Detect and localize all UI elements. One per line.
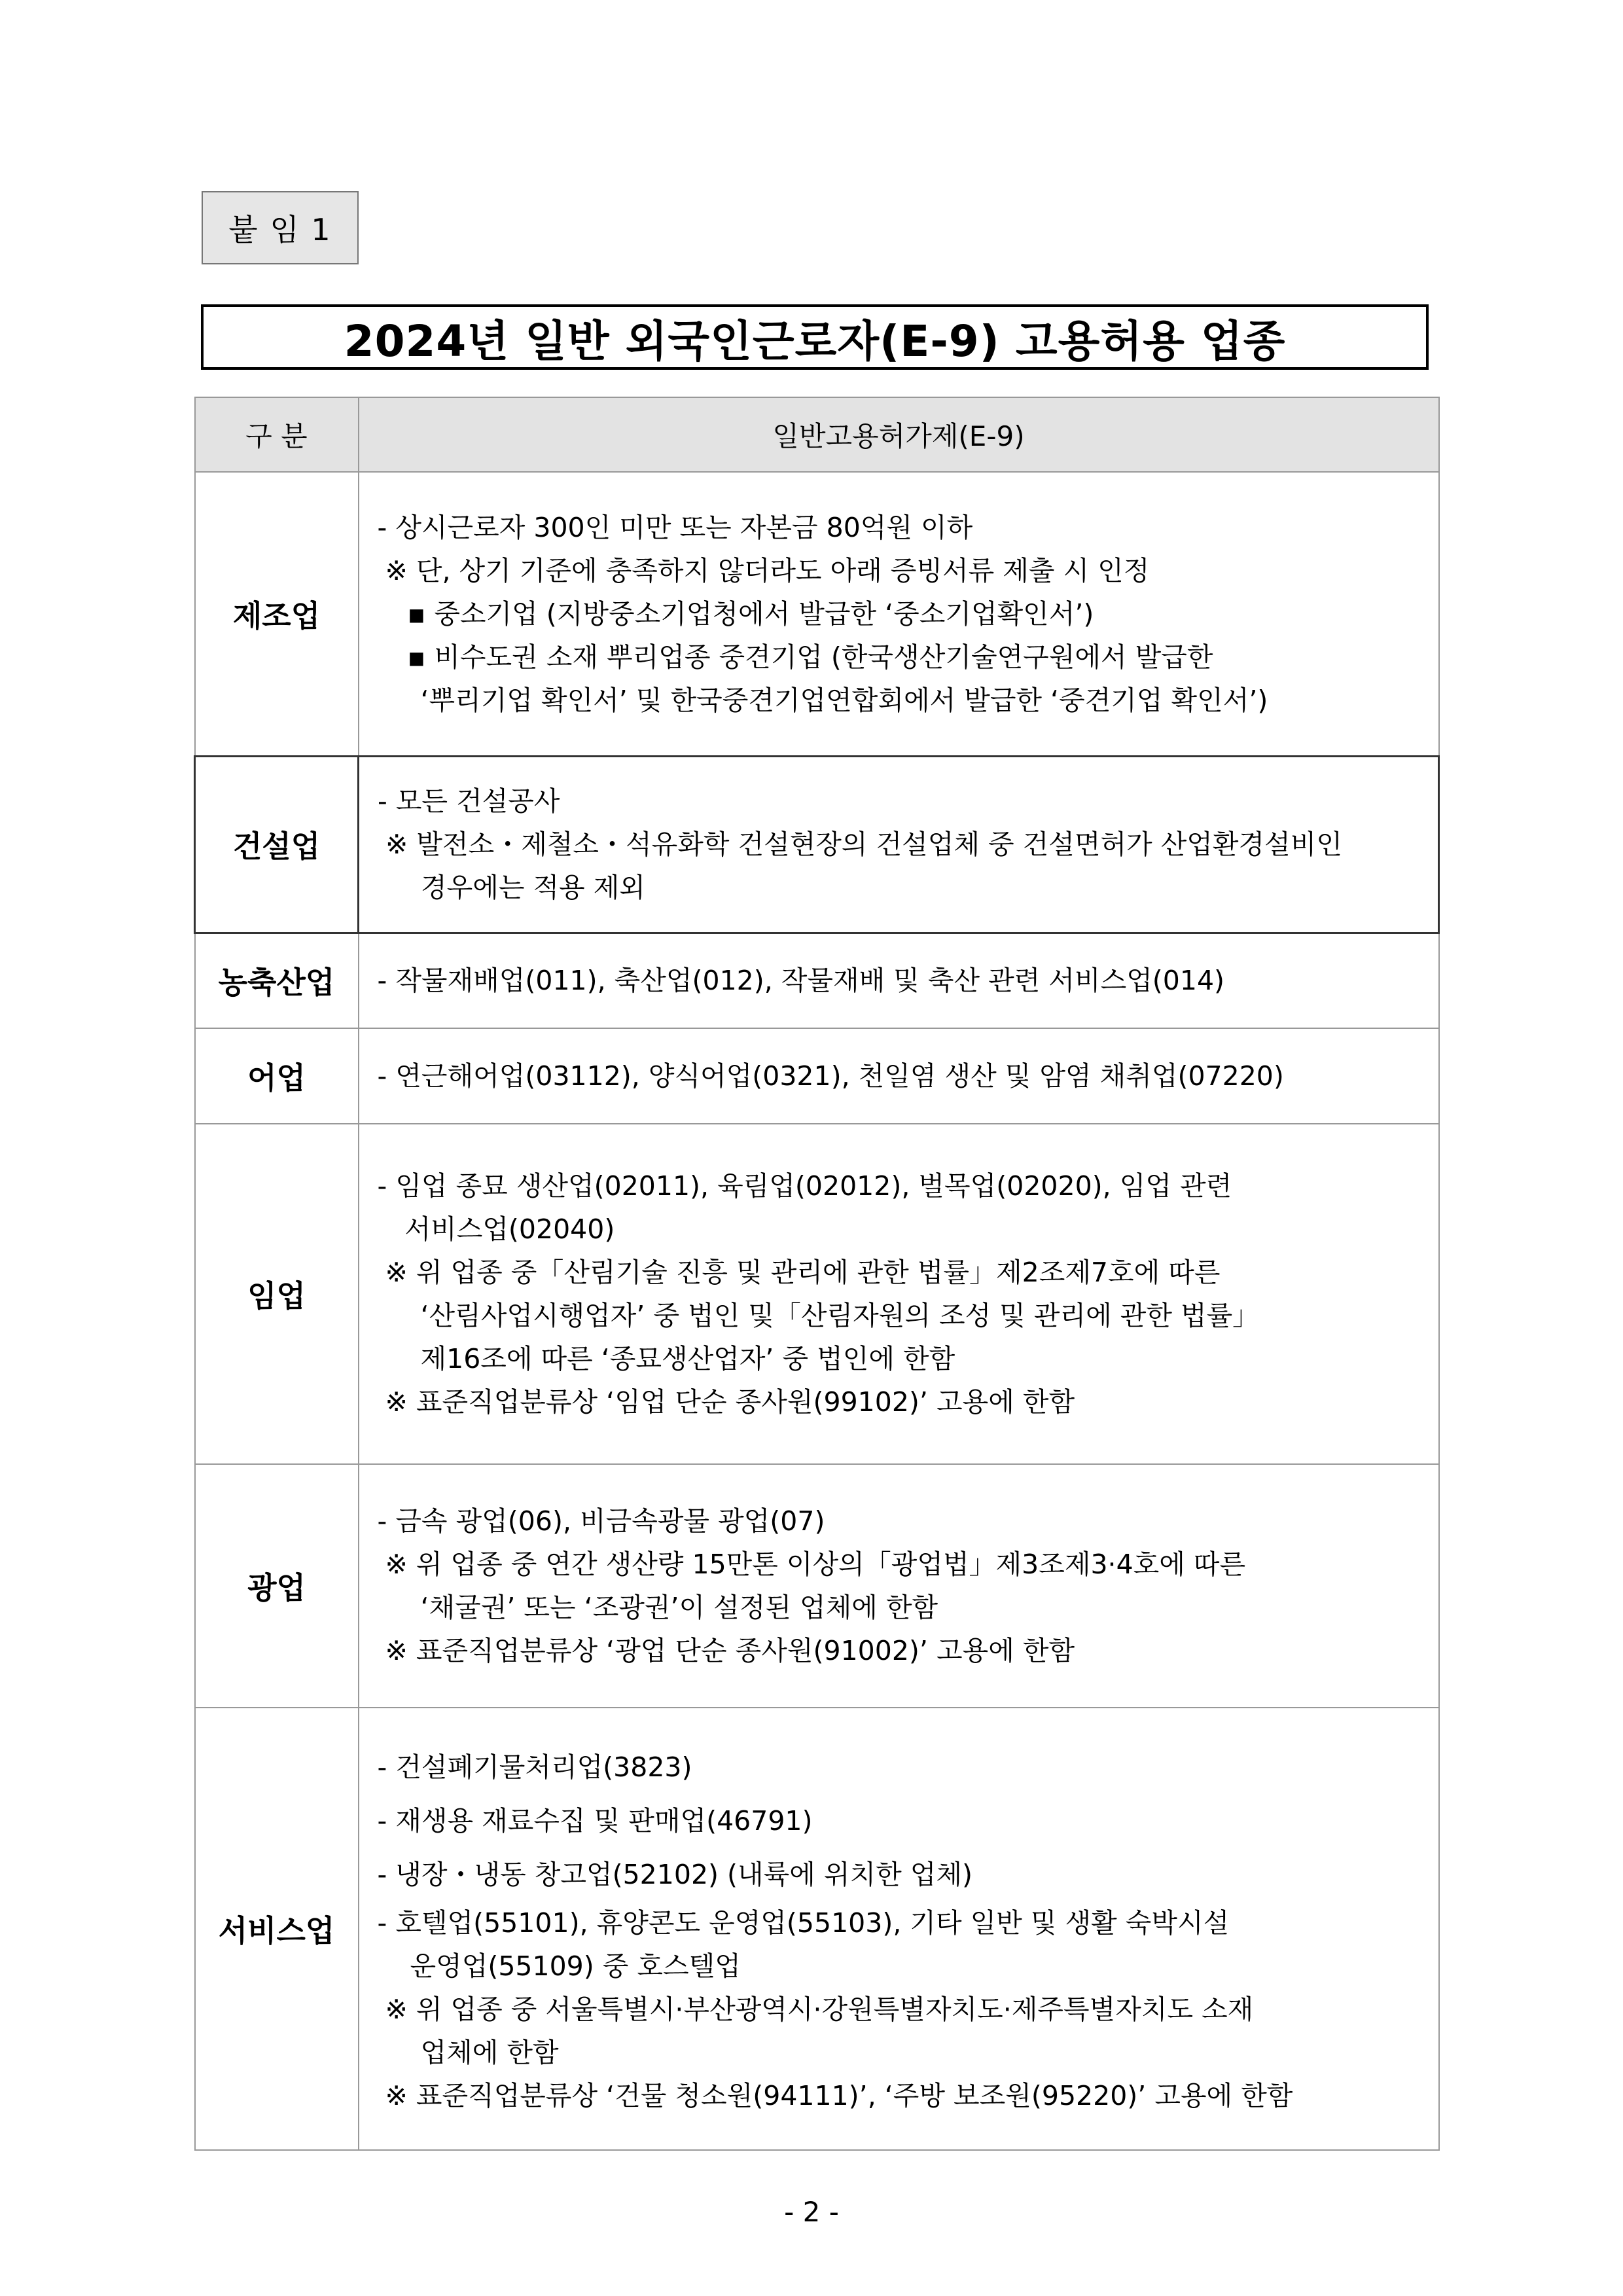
list-item: - 임업 종묘 생산업(02011), 육림업(02012), 벌목업(02020), 임업 관련 (377, 1170, 1232, 1202)
attachment-label: 붙 임 1 (202, 191, 359, 264)
content-cell (359, 756, 1439, 933)
note-continuation: 제16조에 따른 ‘종묘생산업자’ 중 법인에 한함 (420, 1343, 955, 1374)
list-item: - 재생용 재료수집 및 판매업(46791) (377, 1805, 813, 1837)
list-item: - 건설폐기물처리업(3823) (377, 1751, 692, 1783)
list-item: - 호텔업(55101), 휴양콘도 운영업(55103), 기타 일반 및 생활 숙박시설 (377, 1907, 1230, 1939)
bullet-item: ▪ 중소기업 (지방중소기업청에서 발급한 ‘중소기업확인서’) (407, 598, 1094, 630)
note-item: ※ 위 업종 중 서울특별시·부산광역시·강원특별자치도·제주특별자치도 소재 (385, 1994, 1254, 2025)
list-continuation: 서비스업(02040) (404, 1213, 615, 1245)
content-cell (359, 1464, 1439, 1708)
note-continuation: ‘산림사업시행업자’ 중 법인 및「산림자원의 조성 및 관리에 관한 법률」 (420, 1300, 1260, 1331)
list-item: - 금속 광업(06), 비금속광물 광업(07) (377, 1505, 825, 1537)
list-item: - 연근해어업(03112), 양식어업(0321), 천일염 생산 및 암염 채취업(07220) (377, 1060, 1284, 1092)
list-item: - 모든 건설공사 (378, 785, 560, 817)
header-content: 일반고용허가제(E-9) (359, 397, 1439, 472)
table-row (195, 756, 1439, 933)
note-item: ※ 단, 상기 기준에 충족하지 않더라도 아래 증빙서류 제출 시 인정 (385, 554, 1150, 586)
category-cell: 어업 (195, 1028, 359, 1124)
bullet-item: ▪ 비수도권 소재 뿌리업종 중견기업 (한국생산기술연구원에서 발급한 (407, 641, 1213, 673)
category-cell: 서비스업 (195, 1708, 359, 2150)
header-category: 구 분 (195, 397, 359, 472)
list-item: - 냉장・냉동 창고업(52102) (내륙에 위치한 업체) (377, 1859, 972, 1890)
content-cell (359, 472, 1439, 756)
industry-table (194, 397, 1440, 2151)
note-item: ※ 표준직업분류상 ‘건물 청소원(94111)’, ‘주방 보조원(95220)’ 고용에 한함 (385, 2080, 1293, 2111)
list-item: - 작물재배업(011), 축산업(012), 작물재배 및 축산 관련 서비스업(014) (377, 965, 1225, 997)
bullet-continuation: ‘뿌리기업 확인서’ 및 한국중견기업연합회에서 발급한 ‘중견기업 확인서’) (420, 684, 1268, 716)
table-row (195, 1708, 1439, 2150)
page-number: - 2 - (784, 2196, 839, 2228)
list-item: - 상시근로자 300인 미만 또는 자본금 80억원 이하 (377, 511, 973, 543)
category-cell: 임업 (195, 1124, 359, 1464)
note-item: ※ 표준직업분류상 ‘임업 단순 종사원(99102)’ 고용에 한함 (385, 1386, 1075, 1418)
table-row (195, 933, 1439, 1028)
table-row (195, 472, 1439, 756)
content-cell (359, 933, 1439, 1028)
table-row (195, 1124, 1439, 1464)
category-cell: 제조업 (195, 472, 359, 756)
note-item: ※ 위 업종 중 연간 생산량 15만톤 이상의「광업법」제3조제3·4호에 따른 (385, 1549, 1246, 1580)
table-row (195, 1028, 1439, 1124)
note-continuation: ‘채굴권’ 또는 ‘조광권’이 설정된 업체에 한함 (420, 1592, 938, 1623)
content-cell (359, 1124, 1439, 1464)
note-continuation: 경우에는 적용 제외 (421, 872, 645, 903)
table-header-row (195, 397, 1439, 472)
category-cell: 광업 (195, 1464, 359, 1708)
list-continuation: 운영업(55109) 중 호스텔업 (410, 1950, 741, 1982)
category-cell: 건설업 (195, 756, 359, 933)
note-item: ※ 발전소・제철소・석유화학 건설현장의 건설업체 중 건설면허가 산업환경설비인 (385, 829, 1342, 860)
table-row (195, 1464, 1439, 1708)
content-cell (359, 1028, 1439, 1124)
content-cell (359, 1708, 1439, 2150)
note-item: ※ 위 업종 중「산림기술 진흥 및 관리에 관한 법률」제2조제7호에 따른 (385, 1257, 1221, 1288)
document-title: 2024년 일반 외국인근로자(E-9) 고용허용 업종 (201, 304, 1429, 370)
category-cell: 농축산업 (195, 933, 359, 1028)
note-item: ※ 표준직업분류상 ‘광업 단순 종사원(91002)’ 고용에 한함 (385, 1635, 1075, 1666)
note-continuation: 업체에 한함 (420, 2037, 559, 2068)
